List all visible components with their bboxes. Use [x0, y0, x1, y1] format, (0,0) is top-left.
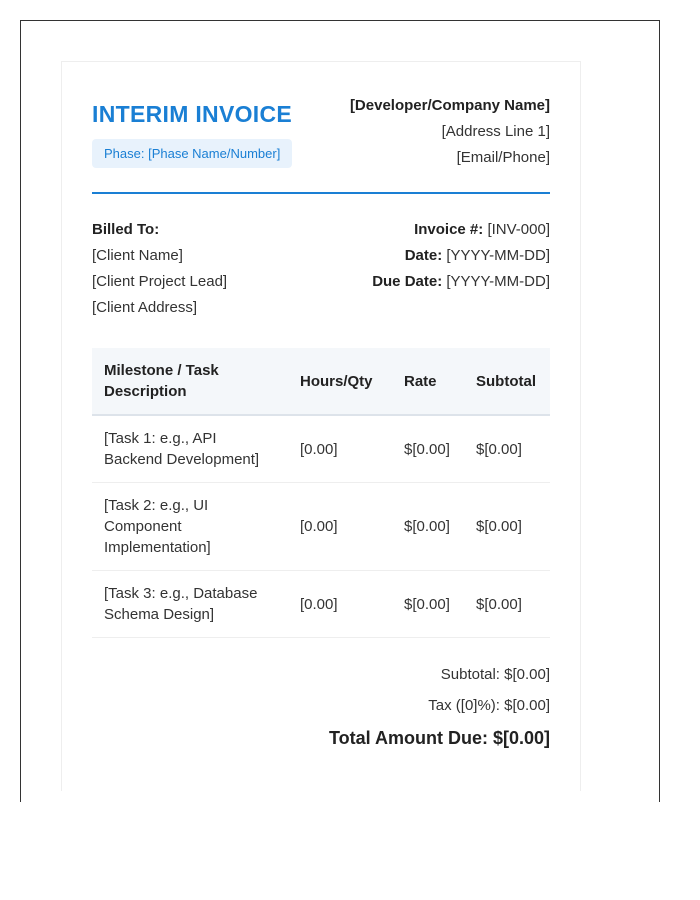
company-info	[350, 93, 550, 171]
line-items-table	[92, 348, 550, 638]
header-rate: Rate	[392, 348, 464, 415]
invoice-date	[372, 243, 550, 269]
company-address: [Address Line 1]	[441, 123, 550, 140]
client-address: [Client Address]	[92, 299, 198, 316]
cell-hours: [0.00]	[288, 483, 392, 571]
billed-to	[92, 217, 227, 321]
invoice-card	[61, 61, 581, 791]
invoice-details	[372, 217, 550, 321]
phase-badge: Phase: [Phase Name/Number]	[92, 139, 292, 168]
invoice-number-value: [INV-000]	[487, 221, 550, 238]
due-date-value: [YYYY-MM-DD]	[446, 273, 550, 290]
total-amount-due: Total Amount Due: $[0.00]	[328, 728, 550, 748]
table-header-row	[92, 348, 550, 415]
cell-rate: $[0.00]	[392, 571, 464, 638]
cell-rate: $[0.00]	[392, 483, 464, 571]
cell-description: [Task 2: e.g., UI Component Implementation]	[92, 483, 288, 571]
table-row	[92, 571, 550, 638]
totals-section	[92, 659, 550, 749]
company-name: [Developer/Company Name]	[349, 97, 550, 114]
subtotal-line: Subtotal: $[0.00]	[440, 666, 550, 683]
table-row	[92, 483, 550, 571]
cell-description: [Task 1: e.g., API Backend Development]	[92, 415, 288, 483]
invoice-number	[372, 217, 550, 243]
billed-to-label: Billed To:	[92, 221, 160, 238]
invoice-title: INTERIM INVOICE	[92, 101, 293, 127]
cell-hours: [0.00]	[288, 415, 392, 483]
table-row	[92, 415, 550, 483]
cell-description: [Task 3: e.g., Database Schema Design]	[92, 571, 288, 638]
cell-subtotal: $[0.00]	[464, 415, 550, 483]
client-project-lead: [Client Project Lead]	[92, 273, 228, 290]
title-block	[92, 92, 292, 168]
invoice-date-label: Date:	[404, 247, 443, 264]
cell-hours: [0.00]	[288, 571, 392, 638]
invoice-header	[92, 92, 550, 171]
tax-line: Tax ([0]%): $[0.00]	[428, 697, 550, 714]
header-hours: Hours/Qty	[288, 348, 392, 415]
cell-subtotal: $[0.00]	[464, 571, 550, 638]
invoice-number-label: Invoice #:	[414, 221, 484, 238]
invoice-meta-section	[92, 217, 550, 321]
client-name: [Client Name]	[92, 247, 183, 264]
due-date-label: Due Date:	[372, 273, 443, 290]
header-divider	[92, 192, 550, 194]
header-description: Milestone / Task Description	[92, 348, 288, 415]
invoice-due-date	[372, 269, 550, 295]
header-subtotal: Subtotal	[464, 348, 550, 415]
cell-subtotal: $[0.00]	[464, 483, 550, 571]
cell-rate: $[0.00]	[392, 415, 464, 483]
company-contact: [Email/Phone]	[456, 149, 550, 166]
invoice-date-value: [YYYY-MM-DD]	[446, 247, 550, 264]
